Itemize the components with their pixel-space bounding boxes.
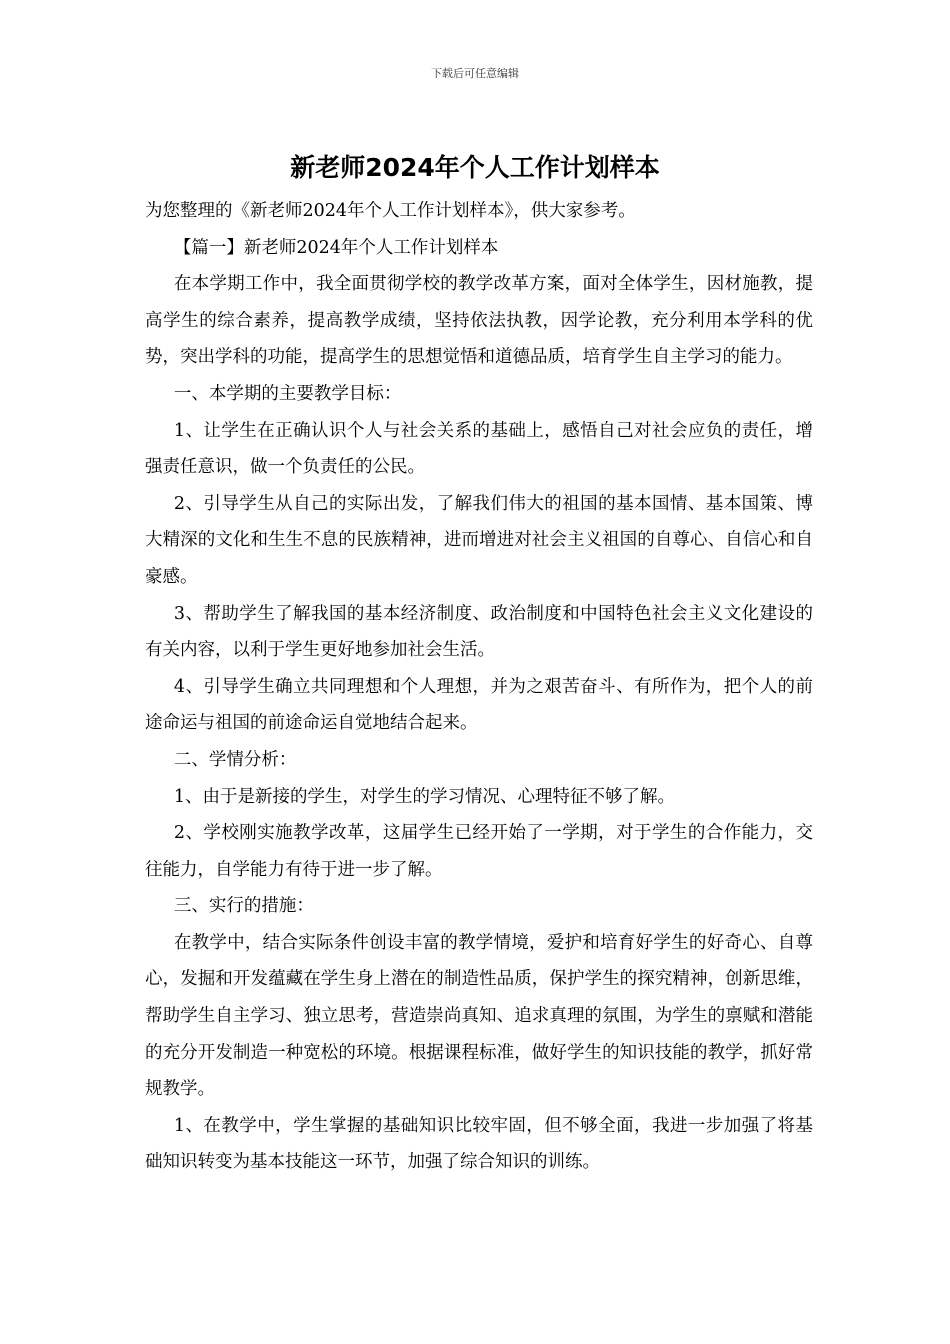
- goal-item-3: 3、帮助学生了解我国的基本经济制度、政治制度和中国特色社会主义文化建设的有关内容，以利于学生更好地参加社会生活。: [145, 603, 813, 661]
- measures-item-1: 1、在教学中，学生掌握的基础知识比较牢固，但不够全面，我进一步加强了将基础知识转变为基本技能这一环节，加强了综合知识的训练。: [145, 1115, 813, 1173]
- measures-paragraph: 在教学中，结合实际条件创设丰富的教学情境，爱护和培育好学生的好奇心、自尊心，发掘和开发蕴藏在学生身上潜在的制造性品质，保护学生的探究精神，创新思维，帮助学生自主学习、独立思考，营造崇尚真知、追求真理的氛围，为学生的禀赋和潜能的充分开发制造一种宽松的环境。根据课程标准，做好学生的知识技能的教学，抓好常规教学。: [145, 932, 813, 1100]
- header-note: 下载后可任意编辑: [431, 67, 519, 80]
- goal-item-4: 4、引导学生确立共同理想和个人理想，并为之艰苦奋斗、有所作为，把个人的前途命运与祖国的前途命运自觉地结合起来。: [145, 676, 813, 734]
- section-heading-part-one: 【篇一】新老师2024年个人工作计划样本: [173, 237, 499, 258]
- section-heading-analysis: 二、学情分析：: [173, 749, 297, 770]
- section-heading-goals: 一、本学期的主要教学目标：: [173, 383, 402, 404]
- analysis-item-1: 1、由于是新接的学生，对学生的学习情况、心理特征不够了解。: [173, 786, 676, 807]
- goal-item-1: 1、让学生在正确认识个人与社会关系的基础上，感悟自己对社会应负的责任，增强责任意识，做一个负责任的公民。: [145, 420, 813, 478]
- analysis-item-2: 2、学校刚实施教学改革，这届学生已经开始了一学期，对于学生的合作能力，交往能力，自学能力有待于进一步了解。: [145, 823, 813, 880]
- goal-item-2: 2、引导学生从自己的实际出发，了解我们伟大的祖国的基本国情、基本国策、博大精深的文化和生生不息的民族精神，进而增进对社会主义祖国的自尊心、自信心和自豪感。: [145, 493, 813, 587]
- intro-paragraph: 为您整理的《新老师2024年个人工作计划样本》，供大家参考。: [145, 201, 636, 221]
- body-paragraph: 在本学期工作中，我全面贯彻学校的教学改革方案，面对全体学生，因材施教，提高学生的综合素养，提高教学成绩，坚持依法执教，因学论教，充分利用本学科的优势，突出学科的功能，提高学生的思想觉悟和道德品质，培育学生自主学习的能力。: [145, 274, 813, 368]
- section-heading-measures: 三、实行的措施：: [173, 896, 314, 917]
- document-body: [145, 193, 813, 1181]
- document-title: 新老师2024年个人工作计划样本: [290, 153, 660, 182]
